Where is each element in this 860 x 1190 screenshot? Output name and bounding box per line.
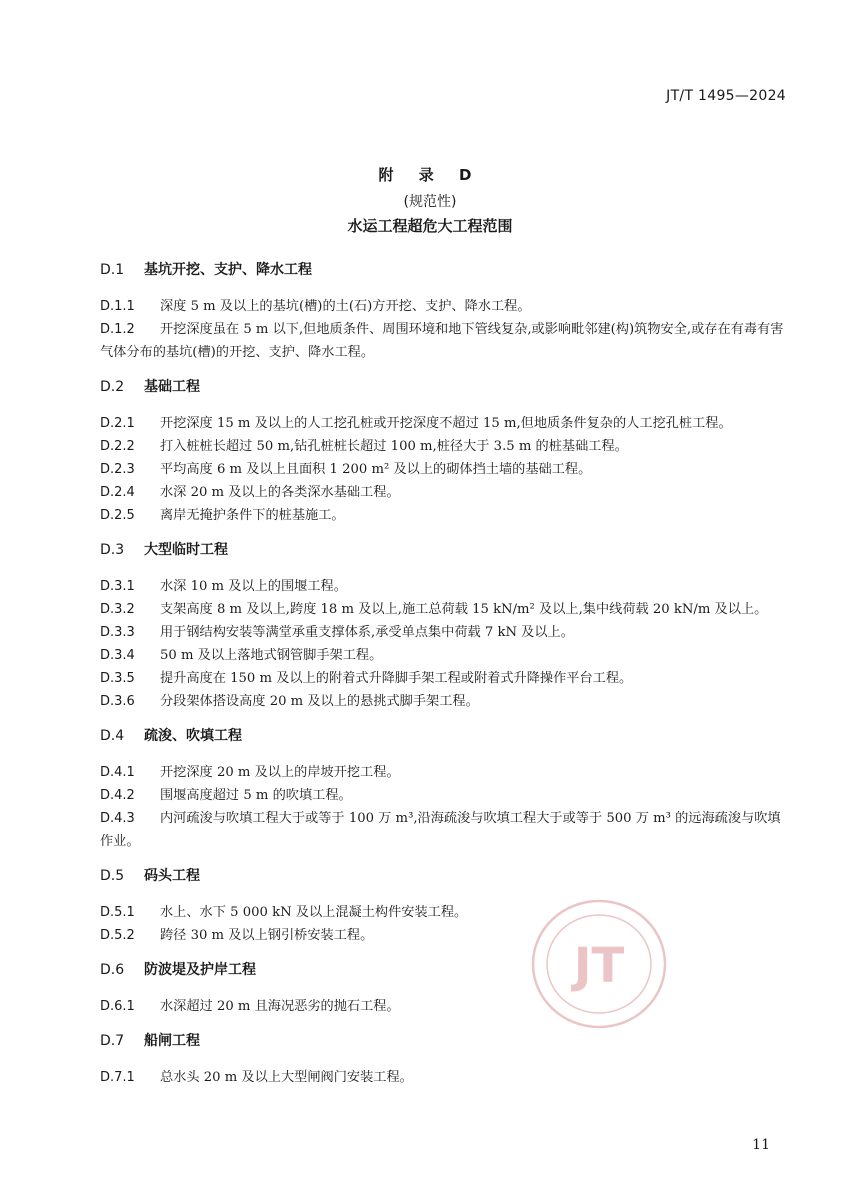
clause [100, 318, 786, 364]
clause-number: D.1.2 [100, 322, 135, 337]
clause-number: D.6.1 [100, 999, 135, 1014]
clause-number: D.3.1 [100, 579, 135, 594]
clause [100, 575, 786, 598]
clause-number: D.2.3 [100, 462, 135, 477]
section-title: 基坑开挖、支护、降水工程 [144, 262, 312, 278]
clause-text: 支架高度 8 m 及以上,跨度 18 m 及以上,施工总荷载 15 kN/m² 及以上,集中线荷载 20 kN/m 及以上。 [160, 602, 768, 617]
clause [100, 598, 786, 621]
clause-text: 用于钢结构安装等满堂承重支撑体系,承受单点集中荷载 7 kN 及以上。 [160, 625, 574, 640]
clause-text: 深度 5 m 及以上的基坑(槽)的土(石)方开挖、支护、降水工程。 [160, 299, 531, 314]
clause [100, 435, 786, 458]
clause-text: 提升高度在 150 m 及以上的附着式升降脚手架工程或附着式升降操作平台工程。 [160, 671, 633, 686]
clause [100, 667, 786, 690]
appendix-type: (规范性) [403, 194, 457, 210]
section-d3 [100, 538, 786, 713]
clause-number: D.2.2 [100, 439, 135, 454]
section-d4 [100, 724, 786, 853]
clause-text: 内河疏浚与吹填工程大于或等于 100 万 m³,沿海疏浚与吹填工程大于或等于 500 万 m³ 的远海疏浚与吹填作业。 [100, 811, 781, 849]
clause [100, 784, 786, 807]
clause [100, 458, 786, 481]
clause-text: 水深 20 m 及以上的各类深水基础工程。 [160, 485, 400, 500]
clause-text: 平均高度 6 m 及以上且面积 1 200 m² 及以上的砌体挡土墙的基础工程。 [160, 462, 592, 477]
clause-number: D.2.4 [100, 485, 135, 500]
clause [100, 761, 786, 784]
clause [100, 481, 786, 504]
clause-text: 总水头 20 m 及以上大型闸阀门安装工程。 [160, 1070, 413, 1085]
clause-number: D.4.1 [100, 765, 135, 780]
section-number: D.4 [100, 728, 125, 744]
clause [100, 901, 786, 924]
appendix-title: 附 录 D [378, 166, 482, 184]
jt-watermark-stamp [530, 898, 668, 1030]
clause-number: D.3.3 [100, 625, 135, 640]
section-title: 码头工程 [144, 868, 200, 884]
clause-number: D.3.4 [100, 648, 135, 663]
clause-text: 分段架体搭设高度 20 m 及以上的悬挑式脚手架工程。 [160, 694, 479, 709]
section-d6 [100, 958, 786, 1018]
clause [100, 1066, 786, 1089]
clause-text: 开挖深度虽在 5 m 以下,但地质条件、周围环境和地下管线复杂,或影响毗邻建(构)筑物安全,或存在有毒有害气体分布的基坑(槽)的开挖、支护、降水工程。 [100, 322, 784, 360]
clause-text: 水深超过 20 m 且海况恶劣的抛石工程。 [160, 999, 400, 1014]
section-d5 [100, 864, 786, 947]
clause [100, 924, 786, 947]
appendix-name: 水运工程超危大工程范围 [347, 217, 513, 235]
clause-number: D.1.1 [100, 299, 135, 314]
section-title: 船闸工程 [144, 1033, 200, 1049]
section-d1 [100, 258, 786, 364]
section-title: 疏浚、吹填工程 [144, 728, 242, 744]
clause-text: 打入桩桩长超过 50 m,钻孔桩桩长超过 100 m,桩径大于 3.5 m 的桩基础工程。 [160, 439, 628, 454]
clause-number: D.2.1 [100, 416, 135, 431]
section-d2 [100, 375, 786, 527]
section-d7 [100, 1029, 786, 1089]
clause-number: D.3.6 [100, 694, 135, 709]
section-number: D.6 [100, 962, 125, 978]
clause-text: 开挖深度 15 m 及以上的人工挖孔桩或开挖深度不超过 15 m,但地质条件复杂的人工挖孔桩工程。 [160, 416, 732, 431]
section-heading [100, 375, 786, 399]
clause-text: 50 m 及以上落地式钢管脚手架工程。 [160, 648, 383, 663]
clause [100, 807, 786, 853]
clause-text: 水上、水下 5 000 kN 及以上混凝土构件安装工程。 [160, 905, 468, 920]
clause-text: 围堰高度超过 5 m 的吹填工程。 [160, 788, 352, 803]
clause-number: D.7.1 [100, 1070, 135, 1085]
clause [100, 504, 786, 527]
section-heading [100, 958, 786, 982]
section-number: D.1 [100, 262, 125, 278]
clause [100, 621, 786, 644]
section-title: 大型临时工程 [144, 542, 228, 558]
section-heading [100, 538, 786, 562]
clause-text: 开挖深度 20 m 及以上的岸坡开挖工程。 [160, 765, 400, 780]
section-title: 防波堤及护岸工程 [144, 962, 256, 978]
clause [100, 995, 786, 1018]
clause [100, 644, 786, 667]
clause-number: D.4.3 [100, 811, 135, 826]
document-code: JT/T 1495—2024 [666, 88, 786, 104]
clause-text: 水深 10 m 及以上的围堰工程。 [160, 579, 347, 594]
clause-number: D.3.5 [100, 671, 135, 686]
clause-number: D.5.2 [100, 928, 135, 943]
stamp-text: JT [573, 938, 625, 994]
section-heading [100, 864, 786, 888]
section-heading [100, 1029, 786, 1053]
page-number: 11 [752, 1137, 770, 1153]
section-heading [100, 724, 786, 748]
clause-number: D.2.5 [100, 508, 135, 523]
section-title: 基础工程 [144, 379, 200, 395]
section-number: D.7 [100, 1033, 125, 1049]
clause-number: D.4.2 [100, 788, 135, 803]
clause-number: D.3.2 [100, 602, 135, 617]
clause-text: 跨径 30 m 及以上钢引桥安装工程。 [160, 928, 374, 943]
section-number: D.5 [100, 868, 125, 884]
clause-number: D.5.1 [100, 905, 135, 920]
section-number: D.2 [100, 379, 125, 395]
section-heading [100, 258, 786, 282]
clause [100, 412, 786, 435]
section-number: D.3 [100, 542, 125, 558]
clause [100, 690, 786, 713]
clause-text: 离岸无掩护条件下的桩基施工。 [160, 508, 345, 523]
appendix-content [100, 258, 786, 1100]
clause [100, 295, 786, 318]
